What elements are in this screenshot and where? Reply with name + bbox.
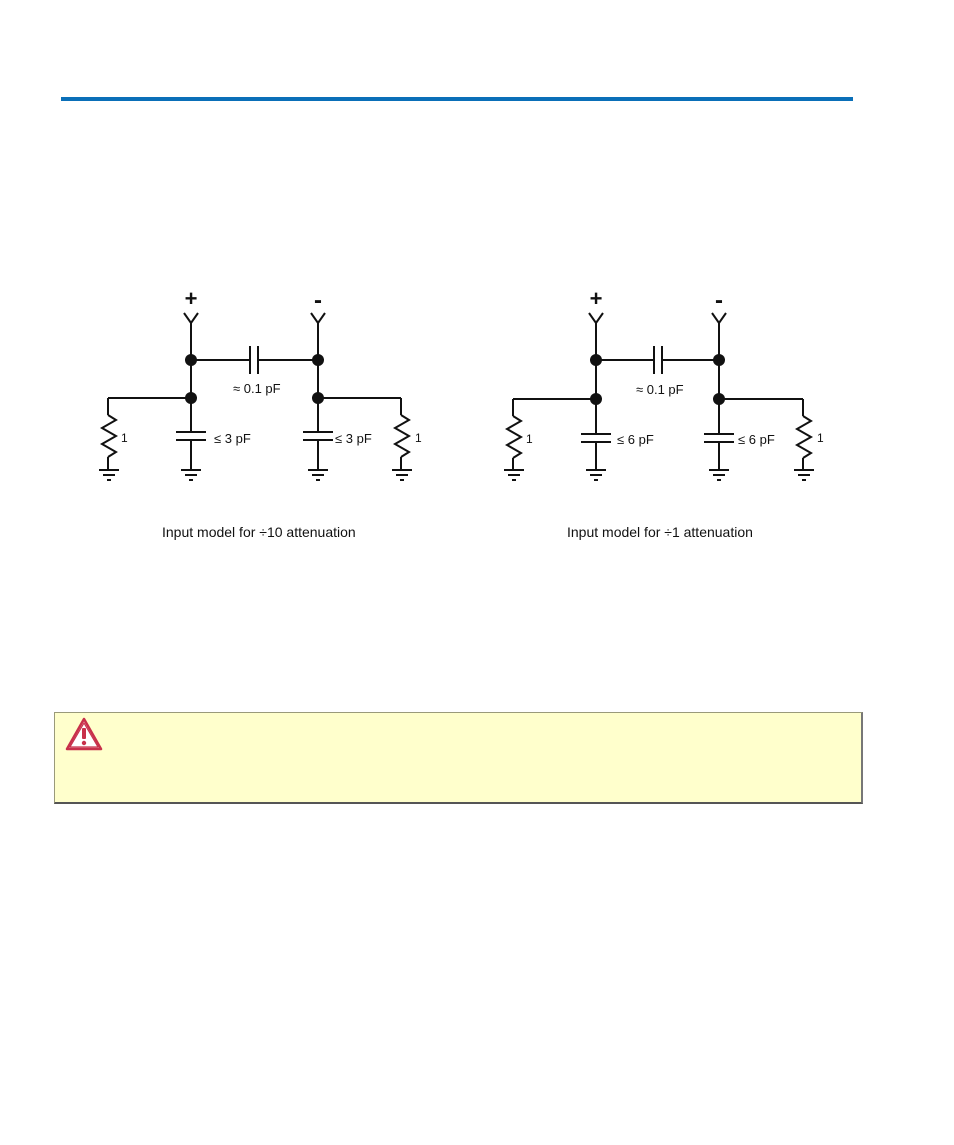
section-rule bbox=[61, 97, 853, 101]
minus-terminal-label: - bbox=[314, 287, 322, 314]
minus-terminal-label: - bbox=[715, 287, 723, 314]
circuit-div10-svg bbox=[90, 280, 420, 490]
coupling-cap-label: ≈ 0.1 pF bbox=[636, 382, 684, 397]
warning-triangle-icon bbox=[64, 716, 104, 752]
warning-callout bbox=[54, 712, 863, 804]
plus-terminal-label: + bbox=[589, 286, 603, 311]
res-minus-label: 1 bbox=[817, 431, 824, 445]
circuit-diagram-div10 bbox=[90, 280, 420, 495]
circuit-diagram-div1 bbox=[490, 280, 824, 495]
res-plus-label: 1 bbox=[526, 432, 533, 446]
res-minus-label: 1 bbox=[415, 431, 422, 445]
cap-plus-label: ≤ 3 pF bbox=[214, 431, 251, 446]
circuit-div1-svg bbox=[490, 280, 824, 490]
figure-caption-div10: Input model for ÷10 attenuation bbox=[162, 524, 356, 540]
figure-caption-div1: Input model for ÷1 attenuation bbox=[567, 524, 753, 540]
cap-plus-label: ≤ 6 pF bbox=[617, 432, 654, 447]
res-plus-label: 1 bbox=[121, 431, 128, 445]
cap-minus-label: ≤ 3 pF bbox=[335, 431, 372, 446]
cap-minus-label: ≤ 6 pF bbox=[738, 432, 775, 447]
coupling-cap-label: ≈ 0.1 pF bbox=[233, 381, 281, 396]
plus-terminal-label: + bbox=[184, 286, 198, 311]
